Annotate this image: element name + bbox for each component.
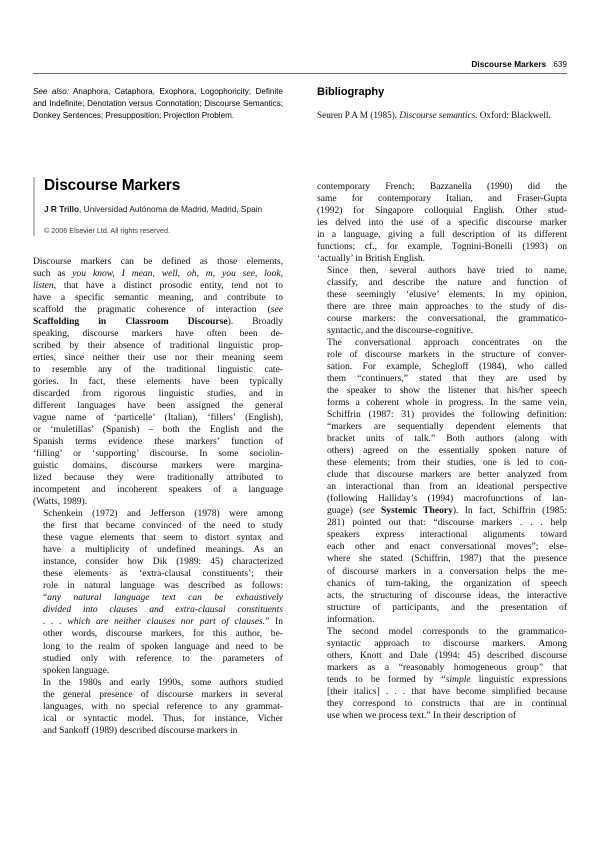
body-line: long to the realm of spoken language and need to be (43, 640, 283, 652)
body-line: [their italics] . . . that have become simplified because (327, 685, 567, 697)
article-byline (44, 204, 283, 216)
body-line: ical or syntactic model. Thus, for instance, Vicher (43, 712, 283, 724)
body-line: vague name of ‘particelle’ (Italian), ‘fillers’ (English), (33, 412, 283, 424)
body-line: other words, discourse markers, for this author, be- (43, 628, 283, 640)
running-head-title: Discourse Markers (471, 60, 547, 69)
body-line: instance, consider how Dik (1989: 45) characterized (43, 556, 283, 568)
body-line: the general presence of discourse markers in several (43, 688, 283, 700)
article-header (33, 177, 283, 236)
body-column-left (33, 256, 283, 737)
body-line: syntactic, and the discourse-cognitive. (327, 325, 474, 337)
body-line: . . . which are neither clauses nor part of clauses.” In (43, 616, 284, 628)
body-paragraph (317, 265, 567, 337)
header-rule (33, 73, 567, 74)
body-line: listen, that have a distinct prosodic entity, tend not to (33, 280, 283, 292)
body-line: functions; cf., for example, Tognini-Bonelli (1993) on (317, 241, 567, 253)
body-line: ies delved into the use of a specific discourse marker (317, 217, 567, 229)
bibliography-entry-imprint: . Oxford: Blackwell. (475, 110, 551, 120)
body-line: others, Knott and Dale (1994: 45) described discourse (327, 649, 567, 661)
bibliography-entry-authors: Seuren P A M (1985). (317, 110, 400, 120)
body-line: syntactic approach to discourse markers. Among (327, 637, 567, 649)
body-line: The conversational approach concentrates on the (327, 337, 567, 349)
body-line: an interactional than from an ideational perspective (327, 481, 567, 493)
body-line: gories. In fact, these elements have been typically (33, 376, 283, 388)
body-line: to resemble any of the traditional linguistic cate- (33, 364, 283, 376)
body-line: different languages have been assigned the general (33, 400, 283, 412)
body-line: languages, with no special reference to any grammat- (43, 700, 283, 712)
body-line: role in natural language was described as follows: (43, 580, 283, 592)
body-line: contemporary French; Bazzanella (1990) did the (317, 181, 567, 192)
body-line: these elements as ‘extra-clausal constituents’; their (43, 568, 283, 580)
body-line: spoken language. (43, 664, 110, 676)
see-also-column (33, 86, 283, 122)
bibliography-heading: Bibliography (317, 86, 385, 98)
page-number: 639 (553, 60, 567, 69)
body-line: The second model corresponds to the grammatico- (327, 625, 567, 637)
body-line: forms a coherent whole in progress. In the same vein, (327, 397, 567, 409)
body-paragraph (33, 256, 283, 508)
body-line: where she stated (Schiffrin, 1987) that the presence (327, 553, 567, 565)
bibliography-entries (317, 109, 567, 121)
see-also-list: Anaphora, Cataphora, Exophora, Logophoricity; Definite and Indefinite; Denotation versus Connotation; Discourse Semantics; Donkey Sentences; Presupposition; Projection Problem. (33, 87, 283, 121)
body-line: (1992) for Singapore colloquial English. Other stud- (317, 205, 567, 217)
body-line: tends to be formed by “simple linguistic expressions (327, 673, 568, 685)
article-affiliation: , Universidad Autónoma de Madrid, Madrid, Spain (79, 204, 263, 214)
body-line: ‘actually’ in British English. (317, 253, 426, 265)
article-copyright: © 2006 Elsevier Ltd. All rights reserved. (44, 225, 170, 235)
body-line: (Watts, 1989). (33, 496, 88, 508)
running-head (33, 60, 567, 69)
body-line: erties, since neither their use nor their meaning seem (33, 352, 283, 364)
body-line: role of discourse markers in the structure of conver- (327, 349, 567, 361)
body-line: speakers express interactional alignments toward (327, 529, 567, 541)
body-line: course markers: the conversational, the grammatico- (327, 313, 567, 325)
body-line: of discourse markers in a conversation helps the me- (327, 565, 567, 577)
body-line: discarded from rigorous linguistic studies, and in (33, 388, 283, 400)
body-line: bracket units of talk.” Both authors (along with (327, 433, 567, 445)
body-line: others) agreed on the essentially spoken nature of (327, 445, 567, 457)
body-line: acts, the structuring of discourse ideas, the interactive (327, 589, 567, 601)
body-line: these vague elements that seem to distort syntax and (43, 532, 283, 544)
body-line: these elements; from their studies, one is led to con- (327, 457, 567, 469)
body-line: sation. For example, Schegloff (1984), who called (327, 361, 567, 373)
body-line: and Sankoff (1989) described discourse markers in (43, 724, 238, 736)
body-paragraph (317, 626, 567, 722)
body-line: lized because they were traditionally attributed to (33, 472, 283, 484)
body-line: speaking, discourse markers have often been de- (33, 328, 283, 340)
article-title: Discourse Markers (44, 177, 181, 194)
body-line: each other and enact conversational moves”; else- (327, 541, 567, 553)
body-line: studied only with reference to the parameters of (43, 652, 283, 664)
body-line: markers as a “reasonably homogeneous group” that (327, 661, 567, 673)
body-line: in a language, giving a full description of its different (317, 229, 567, 241)
body-line: use when we process text.” In their description of (327, 709, 517, 721)
body-paragraph (33, 677, 283, 737)
bibliography-entry (317, 109, 567, 121)
see-also-block (33, 86, 283, 122)
body-line: or ‘muletillas’ (Spanish) – both the English and the (33, 424, 283, 436)
body-line: chanics of turn-taking, the organization of speech (327, 577, 567, 589)
body-paragraph (33, 508, 283, 676)
body-line: Discourse markers can be defined as those elements, (33, 256, 283, 267)
body-line: ‘filling’ or ‘supporting’ discourse. In some sociolin- (33, 448, 283, 460)
body-line: the first that became convinced of the need to study (43, 520, 283, 532)
body-line: Schenkein (1972) and Jefferson (1978) were among (43, 508, 283, 520)
body-line: they correspond to constructs that are in continual (327, 697, 567, 709)
body-line: “any natural language text can be exhaustively (43, 592, 283, 604)
bibliography-entry-title: Discourse semantics (399, 110, 476, 120)
body-line: scaffold the pragmatic coherence of interaction (see (33, 304, 283, 316)
body-line: classify, and describe the nature and function of (327, 277, 567, 289)
body-line: clude that discourse markers are better analyzed from (327, 469, 567, 481)
body-line: these seemingly ‘elusive’ elements. In my opinion, (327, 289, 567, 301)
body-line: divided into clauses and extra-clausal constituents (43, 604, 283, 616)
body-line: the speaker to show the listener that his/her speech (327, 385, 567, 397)
body-line: 281) pointed out that: “discourse markers . . . help (327, 517, 567, 529)
bibliography-column (317, 86, 567, 121)
body-line: Spanish terms evidence these markers’ function of (33, 436, 283, 448)
body-paragraph (317, 181, 567, 265)
body-paragraph (317, 337, 567, 625)
see-also-label: See also: (33, 87, 69, 96)
body-line: information. (327, 613, 375, 625)
body-line: In the 1980s and early 1990s, some authors studied (43, 676, 283, 688)
body-line: “markers are sequentially dependent elements that (327, 421, 567, 433)
body-line: (following Halliday’s (1994) macrofunctions of lan- (327, 493, 567, 505)
body-line: Since then, several authors have tried to name, (327, 265, 567, 277)
body-line: scribed by their absence of traditional linguistic prop- (33, 340, 283, 352)
body-line: Schiffrin (1987: 31) provides the following definition: (327, 409, 567, 421)
body-line: structure of participants, and the presentation of (327, 601, 567, 613)
body-line: have a specific semantic meaning, and contribute to (33, 292, 283, 304)
body-column-right (317, 181, 567, 722)
article-author: J R Trillo (44, 204, 80, 214)
body-line: have a multiplicity of undefined meanings. As an (43, 544, 283, 556)
body-line: incompetent and incoherent speakers of a language (33, 484, 283, 496)
body-line: guistic domains, discourse markers were margina- (33, 460, 283, 472)
body-line: same for contemporary Italian, and Fraser-Gupta (317, 193, 567, 205)
body-line: guage) (see Systemic Theory). In fact, Schiffrin (1985: (327, 505, 567, 517)
body-line: Scaffolding in Classroom Discourse). Broadly (33, 316, 284, 328)
body-line: them “continuers,” stated that they are used by (327, 373, 567, 385)
body-line: such as you know, I mean, well, oh, m, you see, look, (33, 268, 283, 280)
body-line: there are three main approaches to the study of dis- (327, 301, 567, 313)
